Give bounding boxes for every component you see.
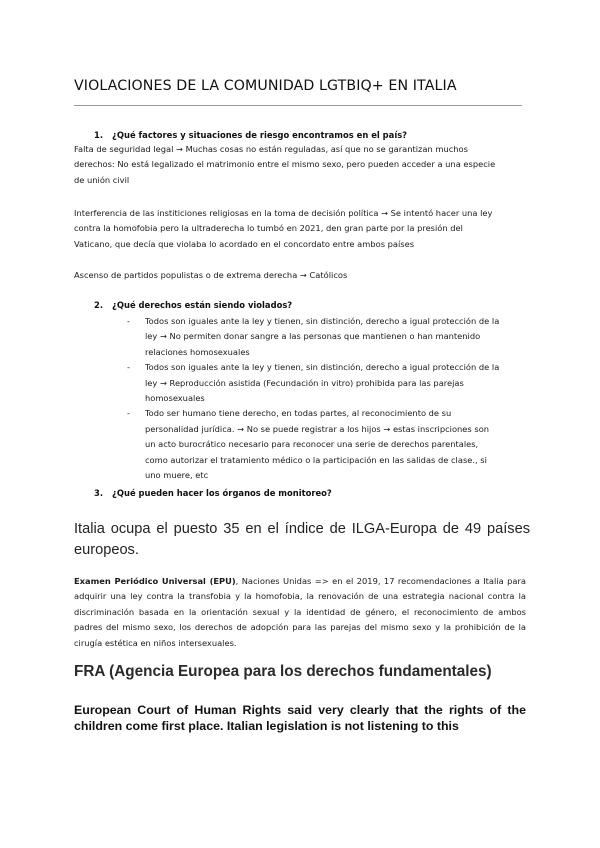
text-line: Vaticano, que decía que violaba lo acordado en el concordato entre ambos países bbox=[74, 238, 415, 249]
text-line: como autorizar el tratamiento médico o la participación en las salidas de clase., si bbox=[145, 454, 487, 465]
q1-paragraph-legal bbox=[74, 142, 526, 188]
question-3-label: ¿Qué pueden hacer los órganos de monitoreo? bbox=[112, 488, 332, 498]
q1-paragraph-religion bbox=[74, 206, 526, 252]
question-1-heading bbox=[94, 130, 407, 140]
bullet-dash: - bbox=[127, 408, 130, 419]
text-line: homosexuales bbox=[145, 393, 205, 404]
text-line: Todos son iguales ante la ley y tienen, sin distinción, derecho a igual protección de la bbox=[145, 316, 500, 326]
list-item bbox=[127, 314, 527, 360]
text-line: Todo ser humano tiene derecho, en todas partes, al reconocimiento de su bbox=[145, 408, 452, 419]
title-divider bbox=[74, 105, 522, 106]
text-line: personalidad jurídica. → No se puede registrar a los hijos → estas inscripciones son bbox=[145, 423, 490, 434]
text-line: relaciones homosexuales bbox=[145, 346, 250, 357]
question-2-heading bbox=[94, 300, 292, 310]
text-line: ley → Reproducción asistida (Fecundación in vitro) prohibida para las parejas bbox=[145, 377, 464, 388]
rights-violated-list bbox=[127, 314, 527, 483]
text-line: de unión civil bbox=[74, 174, 130, 185]
fra-heading: FRA (Agencia Europea para los derechos fundamentales) bbox=[74, 663, 492, 680]
page-title: VIOLACIONES DE LA COMUNIDAD LGTBIQ+ EN ITALIA bbox=[74, 78, 457, 94]
text-line: derechos: No está legalizado el matrimonio entre el mismo sexo, pero pueden acceder a una especie bbox=[74, 159, 496, 170]
list-item bbox=[127, 360, 527, 406]
question-2-number: 2. bbox=[94, 300, 104, 310]
question-2-label: ¿Qué derechos están siendo violados? bbox=[112, 300, 293, 310]
bullet-dash: - bbox=[127, 362, 130, 373]
question-1-number: 1. bbox=[94, 130, 104, 140]
question-1-label: ¿Qué factores y situaciones de riesgo encontramos en el país? bbox=[112, 130, 408, 140]
echr-statement: European Court of Human Rights said very clearly that the rights of the children come first place. Italian legislation is not listening to this bbox=[74, 703, 526, 734]
text-line: un acto burocrático necesario para reconocer una serie de derechos parentales, bbox=[145, 439, 479, 450]
text-line: Interferencia de las institiciones religiosas en la toma de decisión política → Se intentó hacer una ley bbox=[74, 208, 493, 218]
text-line: ley → No permiten donar sangre a las personas que mantienen o han mantenido bbox=[145, 331, 481, 342]
text-line: contra la homofobia pero la ultraderecha lo tumbó en 2021, den gran parte por la presión del bbox=[74, 223, 463, 234]
text-line: Falta de seguridad legal → Muchas cosas no están reguladas, así que no se garantizan muchos bbox=[74, 144, 468, 154]
text-line: Todos son iguales ante la ley y tienen, sin distinción, derecho a igual protección de la bbox=[145, 362, 500, 373]
epu-bold-label: Examen Periódico Universal (EPU) bbox=[74, 576, 236, 586]
epu-body: , Naciones Unidas => en el 2019, 17 recomendaciones a Italia para adquirir una ley contra la transfobia y la homofobia, la renovación de una estrategia nacional contra la discriminación basada en la orientación sexual y la identidad de género, el reconocimiento de ambos padres del mismo sexo, los derechos de adopción para las parejas del mismo sexo y la prohibición de la cirugía estética en niños intersexuales. bbox=[74, 576, 526, 648]
question-3-heading bbox=[94, 488, 332, 498]
list-item bbox=[127, 406, 527, 483]
epu-paragraph bbox=[74, 574, 526, 651]
question-3-number: 3. bbox=[94, 488, 104, 498]
q1-paragraph-populism: Ascenso de partidos populistas o de extrema derecha → Católicos bbox=[74, 270, 348, 280]
text-line: uno muere, etc bbox=[145, 470, 209, 481]
ilga-ranking-text: Italia ocupa el puesto 35 en el índice de ILGA-Europa de 49 países europeos. bbox=[74, 521, 530, 558]
bullet-dash: - bbox=[127, 316, 130, 326]
